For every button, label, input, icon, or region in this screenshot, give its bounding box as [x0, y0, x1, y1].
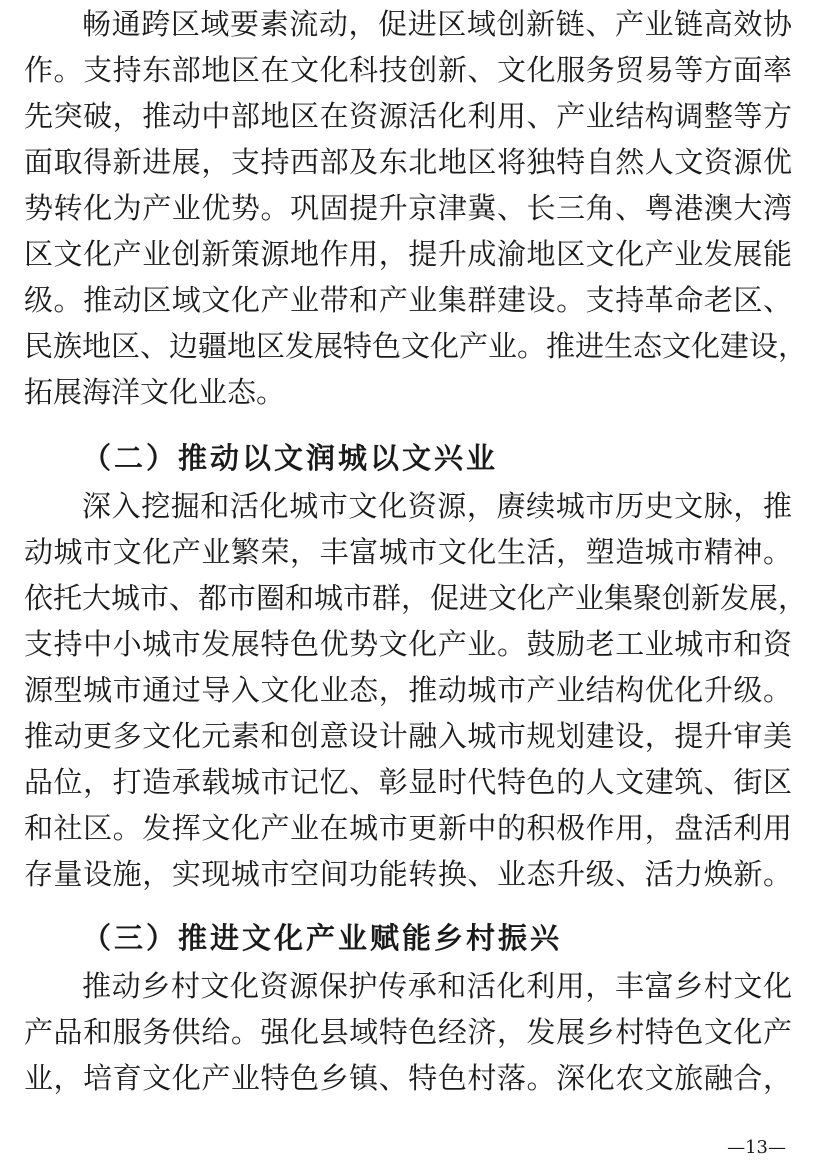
paragraph-2-line-2: 动城市文化产业繁荣，丰富城市文化生活，塑造城市精神。 [24, 535, 792, 569]
paragraph-2-line-1: 深入挖掘和活化城市文化资源，赓续城市历史文脉，推 [82, 489, 792, 523]
paragraph-2-line-4: 支持中小城市发展特色优势文化产业。鼓励老工业城市和资 [24, 627, 792, 661]
page-number: —13— [727, 1137, 786, 1158]
paragraph-2-line-6: 推动更多文化元素和创意设计融入城市规划建设，提升审美 [24, 719, 792, 753]
paragraph-1-line-6: 区文化产业创新策源地作用，提升成渝地区文化产业发展能 [24, 237, 792, 271]
paragraph-1-line-1: 畅通跨区域要素流动，促进区域创新链、产业链高效协 [82, 7, 792, 41]
paragraph-2-line-7: 品位，打造承载城市记忆、彰显时代特色的人文建筑、街区 [24, 765, 792, 799]
paragraph-2-line-3: 依托大城市、都市圈和城市群，促进文化产业集聚创新发展， [24, 581, 808, 615]
paragraph-1-line-9: 拓展海洋文化业态。 [24, 375, 286, 409]
paragraph-3-line-3: 业，培育文化产业特色乡镇、特色村落。深化农文旅融合， [24, 1061, 792, 1095]
paragraph-1-line-5: 势转化为产业优势。巩固提升京津冀、长三角、粤港澳大湾 [24, 191, 792, 225]
paragraph-1-line-2: 作。支持东部地区在文化科技创新、文化服务贸易等方面率 [24, 53, 792, 87]
paragraph-3-line-1: 推动乡村文化资源保护传承和活化利用，丰富乡村文化 [82, 969, 792, 1003]
paragraph-3-line-2: 产品和服务供给。强化县域特色经济，发展乡村特色文化产 [24, 1015, 792, 1049]
paragraph-2-line-8: 和社区。发挥文化产业在城市更新中的积极作用，盘活利用 [24, 811, 792, 845]
paragraph-1-line-3: 先突破，推动中部地区在资源活化利用、产业结构调整等方 [24, 99, 792, 133]
paragraph-2-line-9: 存量设施，实现城市空间功能转换、业态升级、活力焕新。 [24, 857, 792, 891]
paragraph-1-line-8: 民族地区、边疆地区发展特色文化产业。推进生态文化建设， [24, 329, 808, 363]
section-heading-2: （二）推动以文润城以文兴业 [82, 441, 499, 475]
paragraph-2-line-5: 源型城市通过导入文化业态，推动城市产业结构优化升级。 [24, 673, 792, 707]
paragraph-1-line-7: 级。推动区域文化产业带和产业集群建设。支持革命老区、 [24, 283, 792, 317]
paragraph-1-line-4: 面取得新进展，支持西部及东北地区将独特自然人文资源优 [24, 145, 792, 179]
section-heading-3: （三）推进文化产业赋能乡村振兴 [82, 921, 563, 955]
